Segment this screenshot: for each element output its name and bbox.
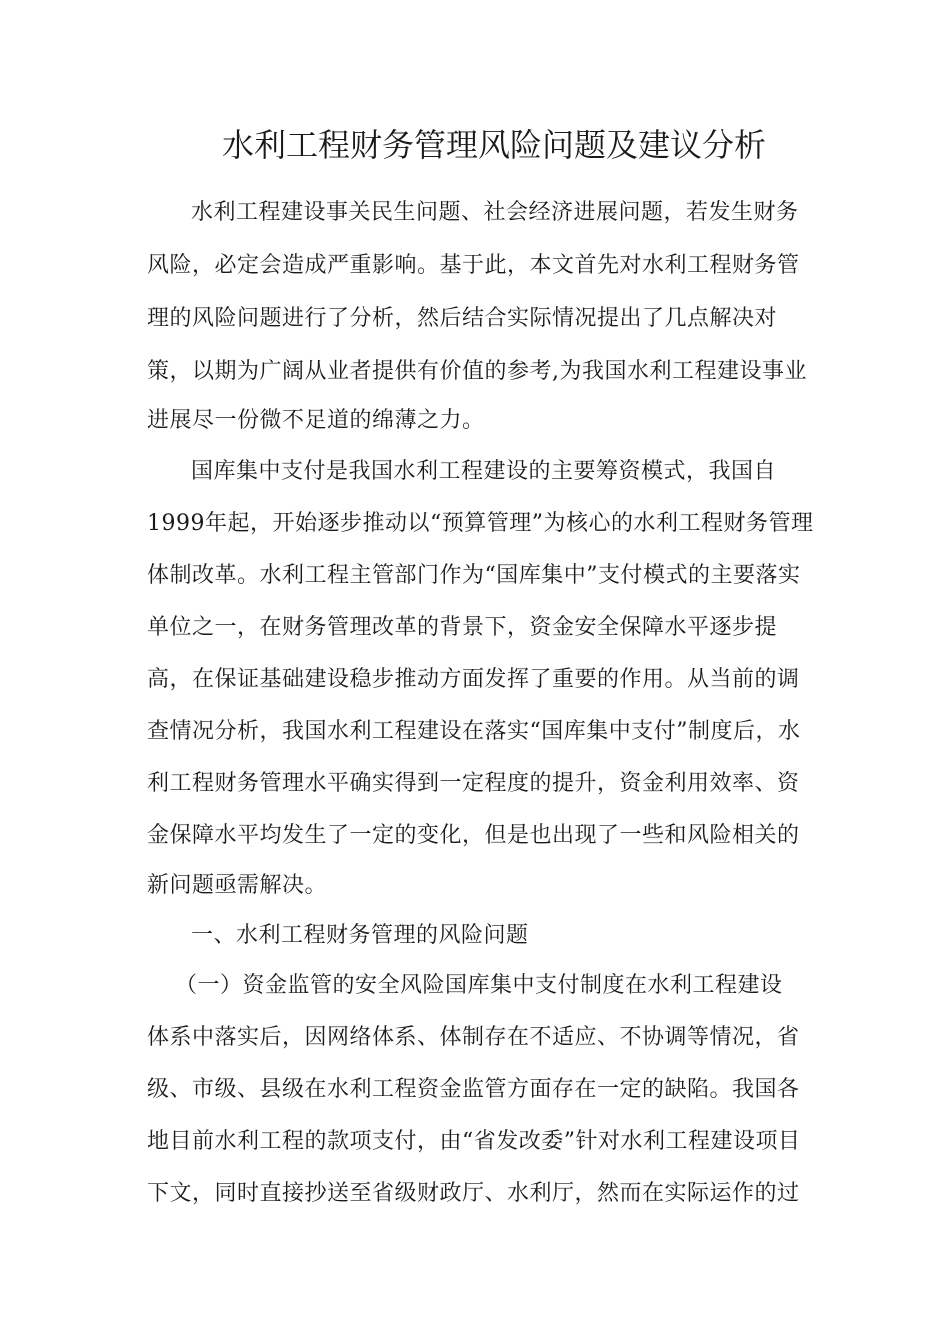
paragraph-line: 查情况分析，我国水利工程建设在落实“国库集中支付”制度后，水	[147, 719, 801, 744]
paragraph-line: 单位之一，在财务管理改革的背景下，资金安全保障水平逐步提	[147, 615, 778, 640]
paragraph-line: 体系中落实后，因网络体系、体制存在不适应、不协调等情况，省	[147, 1025, 800, 1050]
paragraph-line: 地目前水利工程的款项支付，由“省发改委”针对水利工程建设项目	[147, 1129, 801, 1154]
paragraph-line: 新问题亟需解决。	[147, 873, 328, 898]
paragraph-line: 理的风险问题进行了分析，然后结合实际情况提出了几点解决对	[147, 306, 778, 331]
paragraph-line: 1999年起，开始逐步推动以“预算管理”为核心的水利工程财务管理	[147, 511, 814, 536]
paragraph-line: 级、市级、县级在水利工程资金监管方面存在一定的缺陷。我国各	[147, 1077, 800, 1102]
paragraph-line: 利工程财务管理水平确实得到一定程度的提升，资金利用效率、资	[147, 771, 800, 796]
paragraph-line: 下文，同时直接抄送至省级财政厅、水利厅，然而在实际运作的过	[147, 1181, 800, 1206]
paragraph-line: 风险，必定会造成严重影响。基于此，本文首先对水利工程财务管	[147, 253, 800, 278]
paragraph-line: 进展尽一份微不足道的绵薄之力。	[147, 408, 485, 433]
section-heading: 一、水利工程财务管理的风险问题	[191, 923, 529, 948]
paragraph-line: （一）资金监管的安全风险国库集中支付制度在水利工程建设	[175, 973, 783, 998]
paragraph-line: 国库集中支付是我国水利工程建设的主要筹资模式，我国自	[191, 459, 777, 484]
paragraph-line: 策，以期为广阔从业者提供有价值的参考,为我国水利工程建设事业	[147, 359, 807, 384]
paragraph-line: 水利工程建设事关民生问题、社会经济进展问题，若发生财务	[191, 200, 799, 225]
document-title: 水利工程财务管理风险问题及建议分析	[222, 126, 767, 164]
paragraph-line: 高，在保证基础建设稳步推动方面发挥了重要的作用。从当前的调	[147, 667, 800, 692]
paragraph-line: 金保障水平均发生了一定的变化，但是也出现了一些和风险相关的	[147, 823, 800, 848]
paragraph-line: 体制改革。水利工程主管部门作为“国库集中”支付模式的主要落实	[147, 563, 801, 588]
